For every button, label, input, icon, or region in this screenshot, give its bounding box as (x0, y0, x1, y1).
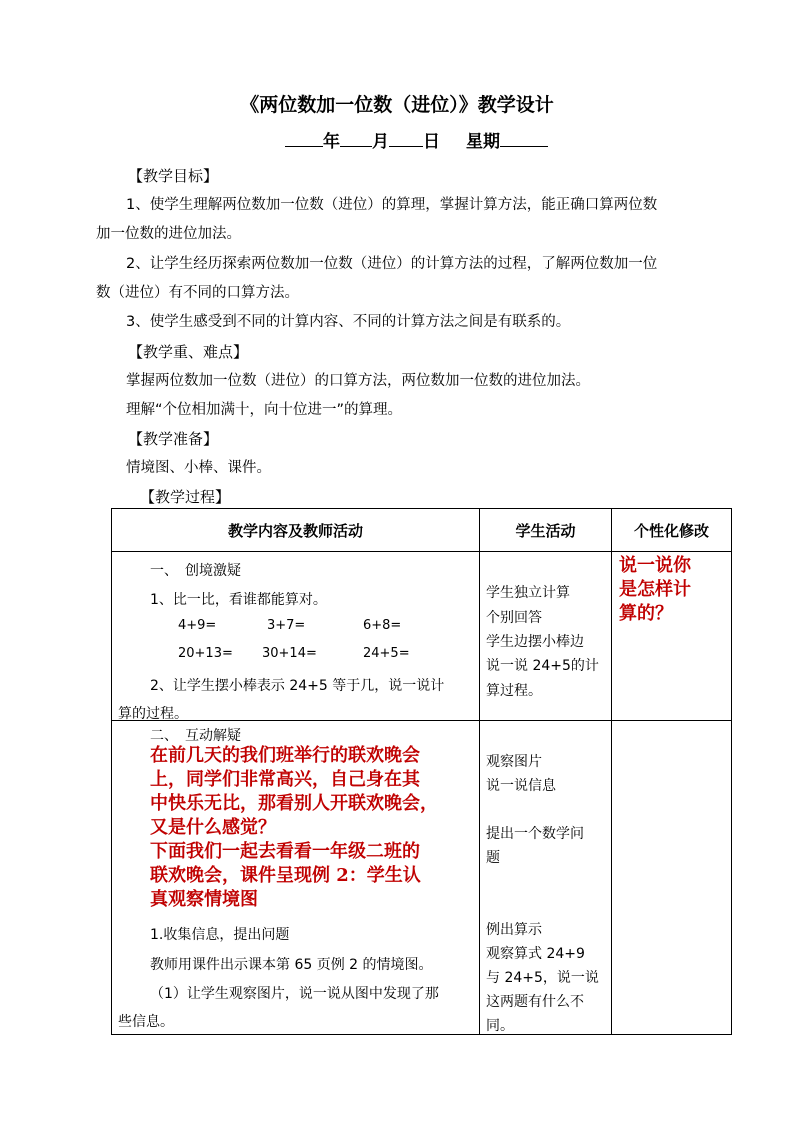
note-line: 说一说你 (619, 555, 691, 576)
student-activity-line: 例出算示 (486, 922, 542, 938)
row1-note-cell (612, 552, 732, 721)
row2-section-title: 二、 互动解疑 (150, 728, 241, 744)
document-title: 《两位数加一位数（进位）》教学设计 (240, 94, 554, 116)
row1-section-title: 一、 创境激疑 (150, 563, 241, 579)
objective-3: 3、使学生感受到不同的计算内容、不同的计算方法之间是有联系的。 (126, 314, 571, 330)
student-activity-line: 观察图片 (486, 754, 542, 770)
red-text-line: 又是什么感觉？ (150, 817, 276, 838)
year-label: 年 (323, 132, 340, 152)
red-text-line: 上，同学们非常高兴，自己身在其 (150, 769, 420, 790)
table-header-row (112, 509, 732, 552)
key-point-1: 掌握两位数加一位数（进位）的口算方法，两位数加一位数的进位加法。 (126, 373, 590, 389)
preparation-text: 情境图、小棒、课件。 (126, 460, 271, 476)
student-activity-line: 这两题有什么不 (486, 994, 584, 1010)
student-activity-line: 说一说 24+5的计 (486, 658, 599, 674)
row1-line2a: 2、让学生摆小棒表示 24+5 等于几，说一说计 (150, 678, 445, 694)
row1-teacher-cell (112, 552, 480, 721)
row1-line2b: 算的过程。 (118, 706, 188, 722)
objective-2-line-1: 2、让学生经历探索两位数加一位数（进位）的计算方法的过程，了解两位数加一位 (126, 256, 658, 272)
table-row (112, 552, 732, 721)
week-blank[interactable] (500, 130, 548, 147)
student-activity-line: 题 (486, 850, 500, 866)
red-text-line: 下面我们一起去看看一年级二班的 (150, 841, 420, 862)
process-heading: 【教学过程】 (140, 488, 231, 506)
objective-1-line-1: 1、使学生理解两位数加一位数（进位）的算理，掌握计算方法，能正确口算两位数 (126, 197, 658, 213)
red-text-line: 真观察情境图 (150, 889, 258, 910)
student-activity-line: 提出一个数学问 (486, 826, 584, 842)
row2-line2: 教师用课件出示课本第 65 页例 2 的情境图。 (150, 957, 433, 973)
row2-teacher-cell (112, 721, 480, 1035)
student-activity-line: 同。 (486, 1018, 514, 1034)
row2-student-cell (480, 721, 612, 1035)
student-activity-line: 学生独立计算 (486, 585, 570, 601)
preparation-heading: 【教学准备】 (128, 430, 219, 448)
key-point-2: 理解“个位相加满十，向十位进一”的算理。 (126, 402, 403, 418)
year-blank[interactable] (285, 130, 323, 147)
equation: 3+7= (267, 618, 306, 633)
student-activity-line: 学生边摆小棒边 (486, 634, 584, 650)
date-line (285, 127, 548, 152)
header-personalized-edit: 个性化修改 (612, 509, 732, 552)
student-activity-line: 说一说信息 (486, 778, 556, 794)
student-activity-line: 算过程。 (486, 683, 542, 699)
equation: 4+9= (178, 618, 217, 633)
row2-line1: 1.收集信息，提出问题 (150, 927, 290, 943)
student-activity-line: 与 24+5，说一说 (486, 970, 599, 986)
red-text-line: 联欢晚会，课件呈现例 2：学生认 (150, 865, 421, 886)
row2-line3b: 些信息。 (118, 1014, 174, 1030)
red-text-line: 在前几天的我们班举行的联欢晚会 (150, 745, 420, 766)
objective-2-line-2: 数（进位）有不同的口算方法。 (96, 285, 299, 301)
lesson-process-table (111, 508, 732, 1035)
month-blank[interactable] (340, 130, 372, 147)
day-label: 日 (423, 132, 440, 152)
equation: 30+14= (262, 646, 317, 661)
week-label: 星期 (466, 132, 500, 152)
objective-1-line-2: 加一位数的进位加法。 (96, 226, 241, 242)
objectives-heading: 【教学目标】 (128, 167, 219, 185)
header-teacher-activity: 教学内容及教师活动 (112, 509, 480, 552)
equation: 24+5= (363, 646, 410, 661)
note-line: 算的？ (619, 603, 673, 624)
student-activity-line: 观察算式 24+9 (486, 946, 585, 962)
red-text-line: 中快乐无比，那看别人开联欢晚会， (150, 793, 438, 814)
header-student-activity: 学生活动 (480, 509, 612, 552)
row2-note-cell (612, 721, 732, 1035)
key-points-heading: 【教学重、难点】 (128, 343, 249, 361)
equation: 6+8= (363, 618, 402, 633)
equation: 20+13= (178, 646, 233, 661)
row1-student-cell (480, 552, 612, 721)
row2-line3a: （1）让学生观察图片，说一说从图中发现了那 (150, 986, 439, 1002)
student-activity-line: 个别回答 (486, 610, 542, 626)
table-row (112, 721, 732, 1035)
row1-line1: 1、比一比，看谁都能算对。 (150, 592, 327, 608)
month-label: 月 (372, 132, 389, 152)
note-line: 是怎样计 (619, 579, 691, 600)
day-blank[interactable] (389, 130, 423, 147)
